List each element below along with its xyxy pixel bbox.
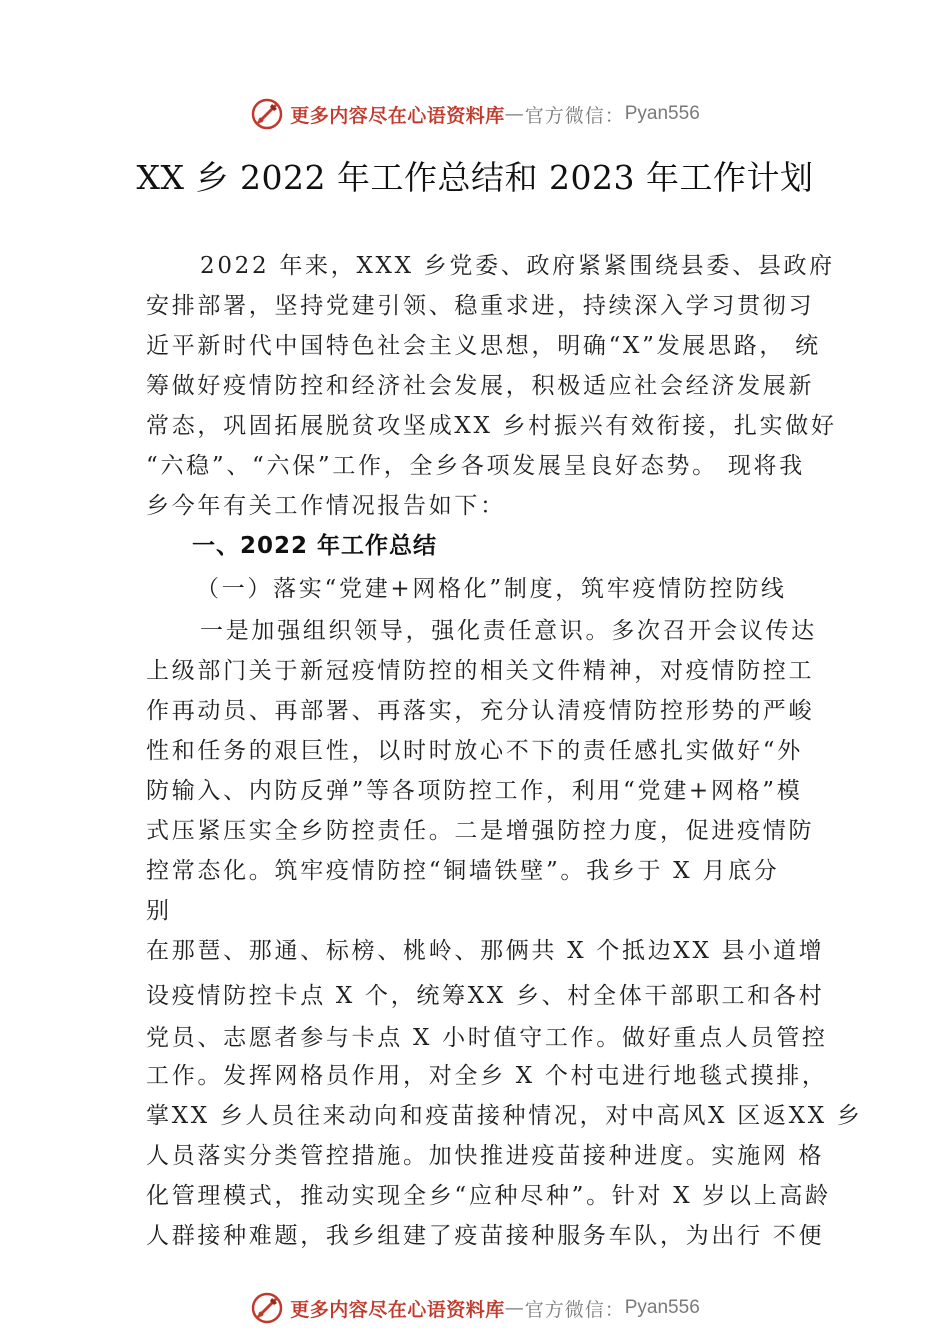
body-line: 性和任务的艰巨性，以时时放心不下的责任感扎实做好“外 [146, 738, 803, 764]
body-line: 工作。发挥网格员作用，对全乡 X 个村屯进行地毯式摸排， [146, 1063, 828, 1089]
body-line: 近平新时代中国特色社会主义思想，明确“X”发展思路， 统 [146, 333, 821, 359]
body-line: 2022 年来，XXX 乡党委、政府紧紧围绕县委、县政府 [200, 253, 835, 279]
body-line: 化管理模式，推动实现全乡“应种尽种”。针对 X 岁以上高龄 [146, 1183, 831, 1209]
body-line: 掌XX 乡人员往来动向和疫苗接种情况，对中高风X 区返XX 乡 [146, 1103, 863, 1129]
body-line: 上级部门关于新冠疫情防控的相关文件精神，对疫情防控工 [146, 658, 815, 684]
body-line: 人员落实分类管控措施。加快推进疫苗接种进度。实施网 格 [146, 1143, 825, 1169]
body-line: 防输入、内防反弹”等各项防控工作，利用“党建+网格”模 [146, 778, 803, 804]
brush-logo-icon [250, 97, 284, 131]
footer-watermark [0, 1290, 950, 1326]
body-line: 常态，巩固拓展脱贫攻坚成XX 乡村振兴有效衔接，扎实做好 [146, 413, 837, 439]
body-line: 安排部署，坚持党建引领、稳重求进，持续深入学习贯彻习 [146, 293, 815, 319]
body-line: 乡今年有关工作情况报告如下： [146, 493, 506, 519]
watermark-brand: 更多内容尽在心语资料库 [290, 1298, 505, 1321]
body-line: 式压紧压实全乡防控责任。二是增强防控力度，促进疫情防 [146, 818, 815, 844]
body-line: “六稳”、“六保”工作，全乡各项发展呈良好态势。 现将我 [146, 453, 805, 479]
body-line: 人群接种难题，我乡组建了疫苗接种服务车队，为出行 不便 [146, 1223, 825, 1249]
body-line: 一是加强组织领导，强化责任意识。多次召开会议传达 [200, 618, 817, 644]
body-line: 控常态化。筑牢疫情防控“铜墙铁壁”。我乡于 X 月底分 [146, 858, 780, 884]
section-heading: 一、2022 年工作总结 [192, 533, 438, 559]
document-title: XX 乡 2022 年工作总结和 2023 年工作计划 [136, 158, 814, 197]
body-line: 筹做好疫情防控和经济社会发展，积极适应社会经济发展新 [146, 373, 815, 399]
header-watermark [0, 96, 950, 132]
watermark-account: Pyan556 [624, 103, 700, 124]
body-line: 设疫情防控卡点 X 个，统筹XX 乡、村全体干部职工和各村 [146, 983, 825, 1009]
watermark-official: 官方微信： [524, 1298, 625, 1321]
body-line: 作再动员、再部署、再落实，充分认清疫情防控形势的严峻 [146, 698, 815, 724]
watermark-separator: — [504, 1297, 525, 1319]
brush-logo-icon [250, 1291, 284, 1325]
watermark-official: 官方微信： [524, 104, 625, 127]
watermark-brand: 更多内容尽在心语资料库 [290, 104, 505, 127]
watermark-separator: — [504, 103, 525, 125]
subsection-heading: （一）落实“党建+网格化”制度，筑牢疫情防控防线 [196, 576, 787, 602]
body-line: 别 [146, 898, 172, 924]
watermark-account: Pyan556 [624, 1297, 700, 1318]
body-line: 在那琶、那通、标榜、桃岭、那俩共 X 个抵边XX 县小道增 [146, 938, 825, 964]
body-line: 党员、志愿者参与卡点 X 小时值守工作。做好重点人员管控 [146, 1025, 828, 1051]
